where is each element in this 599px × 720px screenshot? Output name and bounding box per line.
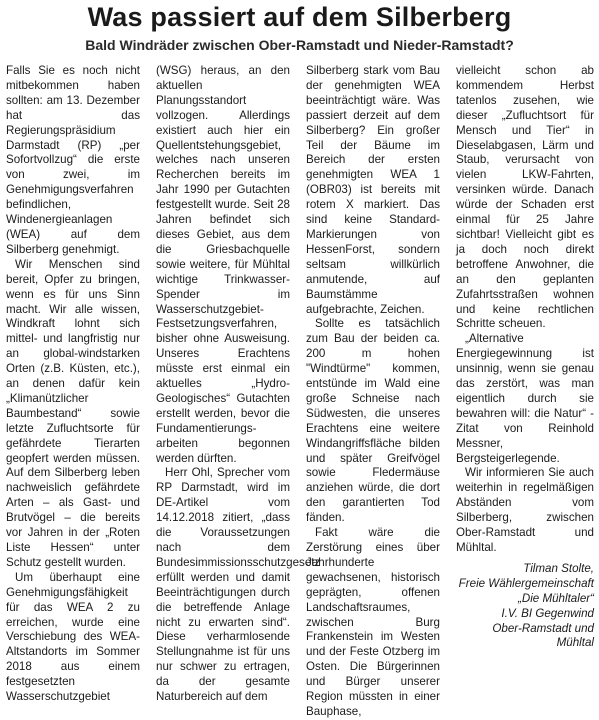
paragraph: Wir Menschen sind bereit, Opfer zu bringen, wenn es für uns Sinn macht. Wir alle wissen, Windkraft lohnt sich mittel- und langfristig nur an global-windstarken Orten (z.B. Küsten, etc.), an denen dafür kein „Klimanützlicher Baumbestand“ sowie letzte Zufluchtsorte für gefährdete Tierarten geopfert werden müssen. Auf dem Silberberg leben nachweislich gefährdete Arten – als Gast- und Brutvögel – die bereits vor Jahren in der „Roten Liste Hessen“ unter Schutz gestellt wurden.	[6, 257, 140, 569]
paragraph: Um überhaupt eine Genehmigungsfähigkeit für das WEA 2 zu erreichen, wurde eine Verschiebung des WEA-Altstandorts im Sommer 2018 aus einem festgesetzten Wasserschutzgebiet	[6, 570, 140, 704]
signature-line: Tilman Stolte,	[523, 561, 594, 575]
signature-line: Ober-Ramstadt und Mühltal	[492, 621, 594, 650]
article-column-1	[6, 64, 140, 705]
paragraph: Sollte es tatsächlich zum Bau der beiden ca. 200 m hohen "Windtürme" kommen, entstünde im Wald eine große Schneise nach Südwesten, die unseres Erachtens eine weitere Windangriffsfläche bilden und später Greifvögel sowie Fledermäuse anziehen würde, die dort den garantierten Tod fänden.	[306, 317, 440, 525]
article-column-4	[456, 64, 594, 651]
paragraph: „Alternative Energiegewinnung ist unsinnig, wenn sie genau das zerstört, was man eigentlich durch sie bewahren will: die Natur“ - Zitat von Reinhold Messner, Bergsteigerlegende.	[456, 332, 594, 465]
article-subheadline: Bald Windräder zwischen Ober-Ramstadt und Nieder-Ramstadt?	[85, 37, 514, 53]
article-headline: Was passiert auf dem Silberberg	[87, 2, 512, 32]
paragraph: vielleicht schon ab kommendem Herbst tatenlos zusehen, wie dieser „Zufluchtsort für Mensch und Tier“ in Dieselabgasen, Lärm und Staub, verursacht von vielen LKW-Fahrten, versinken würde. Danach würde der Schaden erst einmal für 25 Jahre sichtbar! Vielleicht gibt es ja doch noch direkt betroffene Anwohner, die an den geplanten Zufahrtsstraßen wohnen und keine rechtlichen Schritte scheuen.	[456, 64, 594, 331]
paragraph: (WSG) heraus, an den aktuellen Planungsstandort vollzogen. Allerdings existiert auch hier ein Quellentstehungsgebiet, welches nach unseren Recherchen bereits im Jahr 1990 per Gutachten festgestellt wurde. Seit 28 Jahren befindet sich dieses Gebiet, aus dem die Griesbachquelle sowie weitere, für Mühltal wichtige Trinkwasser-Spender im Wasserschutzgebiet-Festsetzungsverfahren, bisher ohne Ausweisung. Unseres Erachtens müsste erst einmal ein aktuelles „Hydro-Geologisches“ Gutachten erstellt werden, bevor die Fundamentierungs-arbeiten begonnen werden dürften.	[156, 64, 290, 465]
article-column-2	[156, 64, 321, 705]
paragraph: Herr Ohl, Sprecher vom RP Darmstadt, wird im DE-Artikel vom 14.12.2018 zitiert, „dass die Voraussetzungen nach dem Bundesimmissionsschutzgesetz erfüllt werden und damit Beeinträchtigungen durch die betreffende Anlage nicht zu erwarten sind“. Diese verharmlosende Stellungnahme ist für uns nur schwer zu ertragen, da der gesamte Naturbereich auf dem	[156, 466, 321, 704]
author-signature	[456, 562, 594, 651]
signature-line: Freie Wählergemeinschaft	[458, 576, 594, 590]
signature-line: „Die Mühltaler“	[517, 591, 594, 605]
article-column-3	[306, 64, 440, 720]
paragraph: Fakt wäre die Zerstörung eines über Jahrhunderte gewachsenen, historisch geprägten, offenen Landschaftsraumes, zwischen Burg Frankenstein im Westen und der Feste Otzberg im Osten. Die Bürgerinnen und Bürger unserer Region müssten in einer Bauphase,	[306, 526, 440, 718]
paragraph: Falls Sie es noch nicht mitbekommen haben sollten: am 13. Dezember hat das Regierungspräsidium Darmstadt (RP) „per Sofortvollzug“ die erste von zwei, im Genehmigungsverfahren befindlichen, Windenergieanlagen (WEA) auf dem Silberberg genehmigt.	[6, 64, 140, 256]
paragraph: Wir informieren Sie auch weiterhin in regelmäßigen Abständen vom Silberberg, zwischen Ober-Ramstadt und Mühltal.	[456, 466, 594, 554]
signature-line: I.V. BI Gegenwind	[501, 606, 594, 620]
paragraph: Silberberg stark vom Bau der genehmigten WEA beeinträchtigt wäre. Was passiert derzeit auf dem Silberberg? Ein großer Teil der Bäume im Bereich der ersten genehmigten WEA 1 (OBR03) ist bereits mit rotem X markiert. Das sind keine Standard-Markierungen von HessenForst, sondern seltsam willkürlich anmutende, auf Baumstämme aufgebrachte, Zeichen.	[306, 64, 440, 316]
